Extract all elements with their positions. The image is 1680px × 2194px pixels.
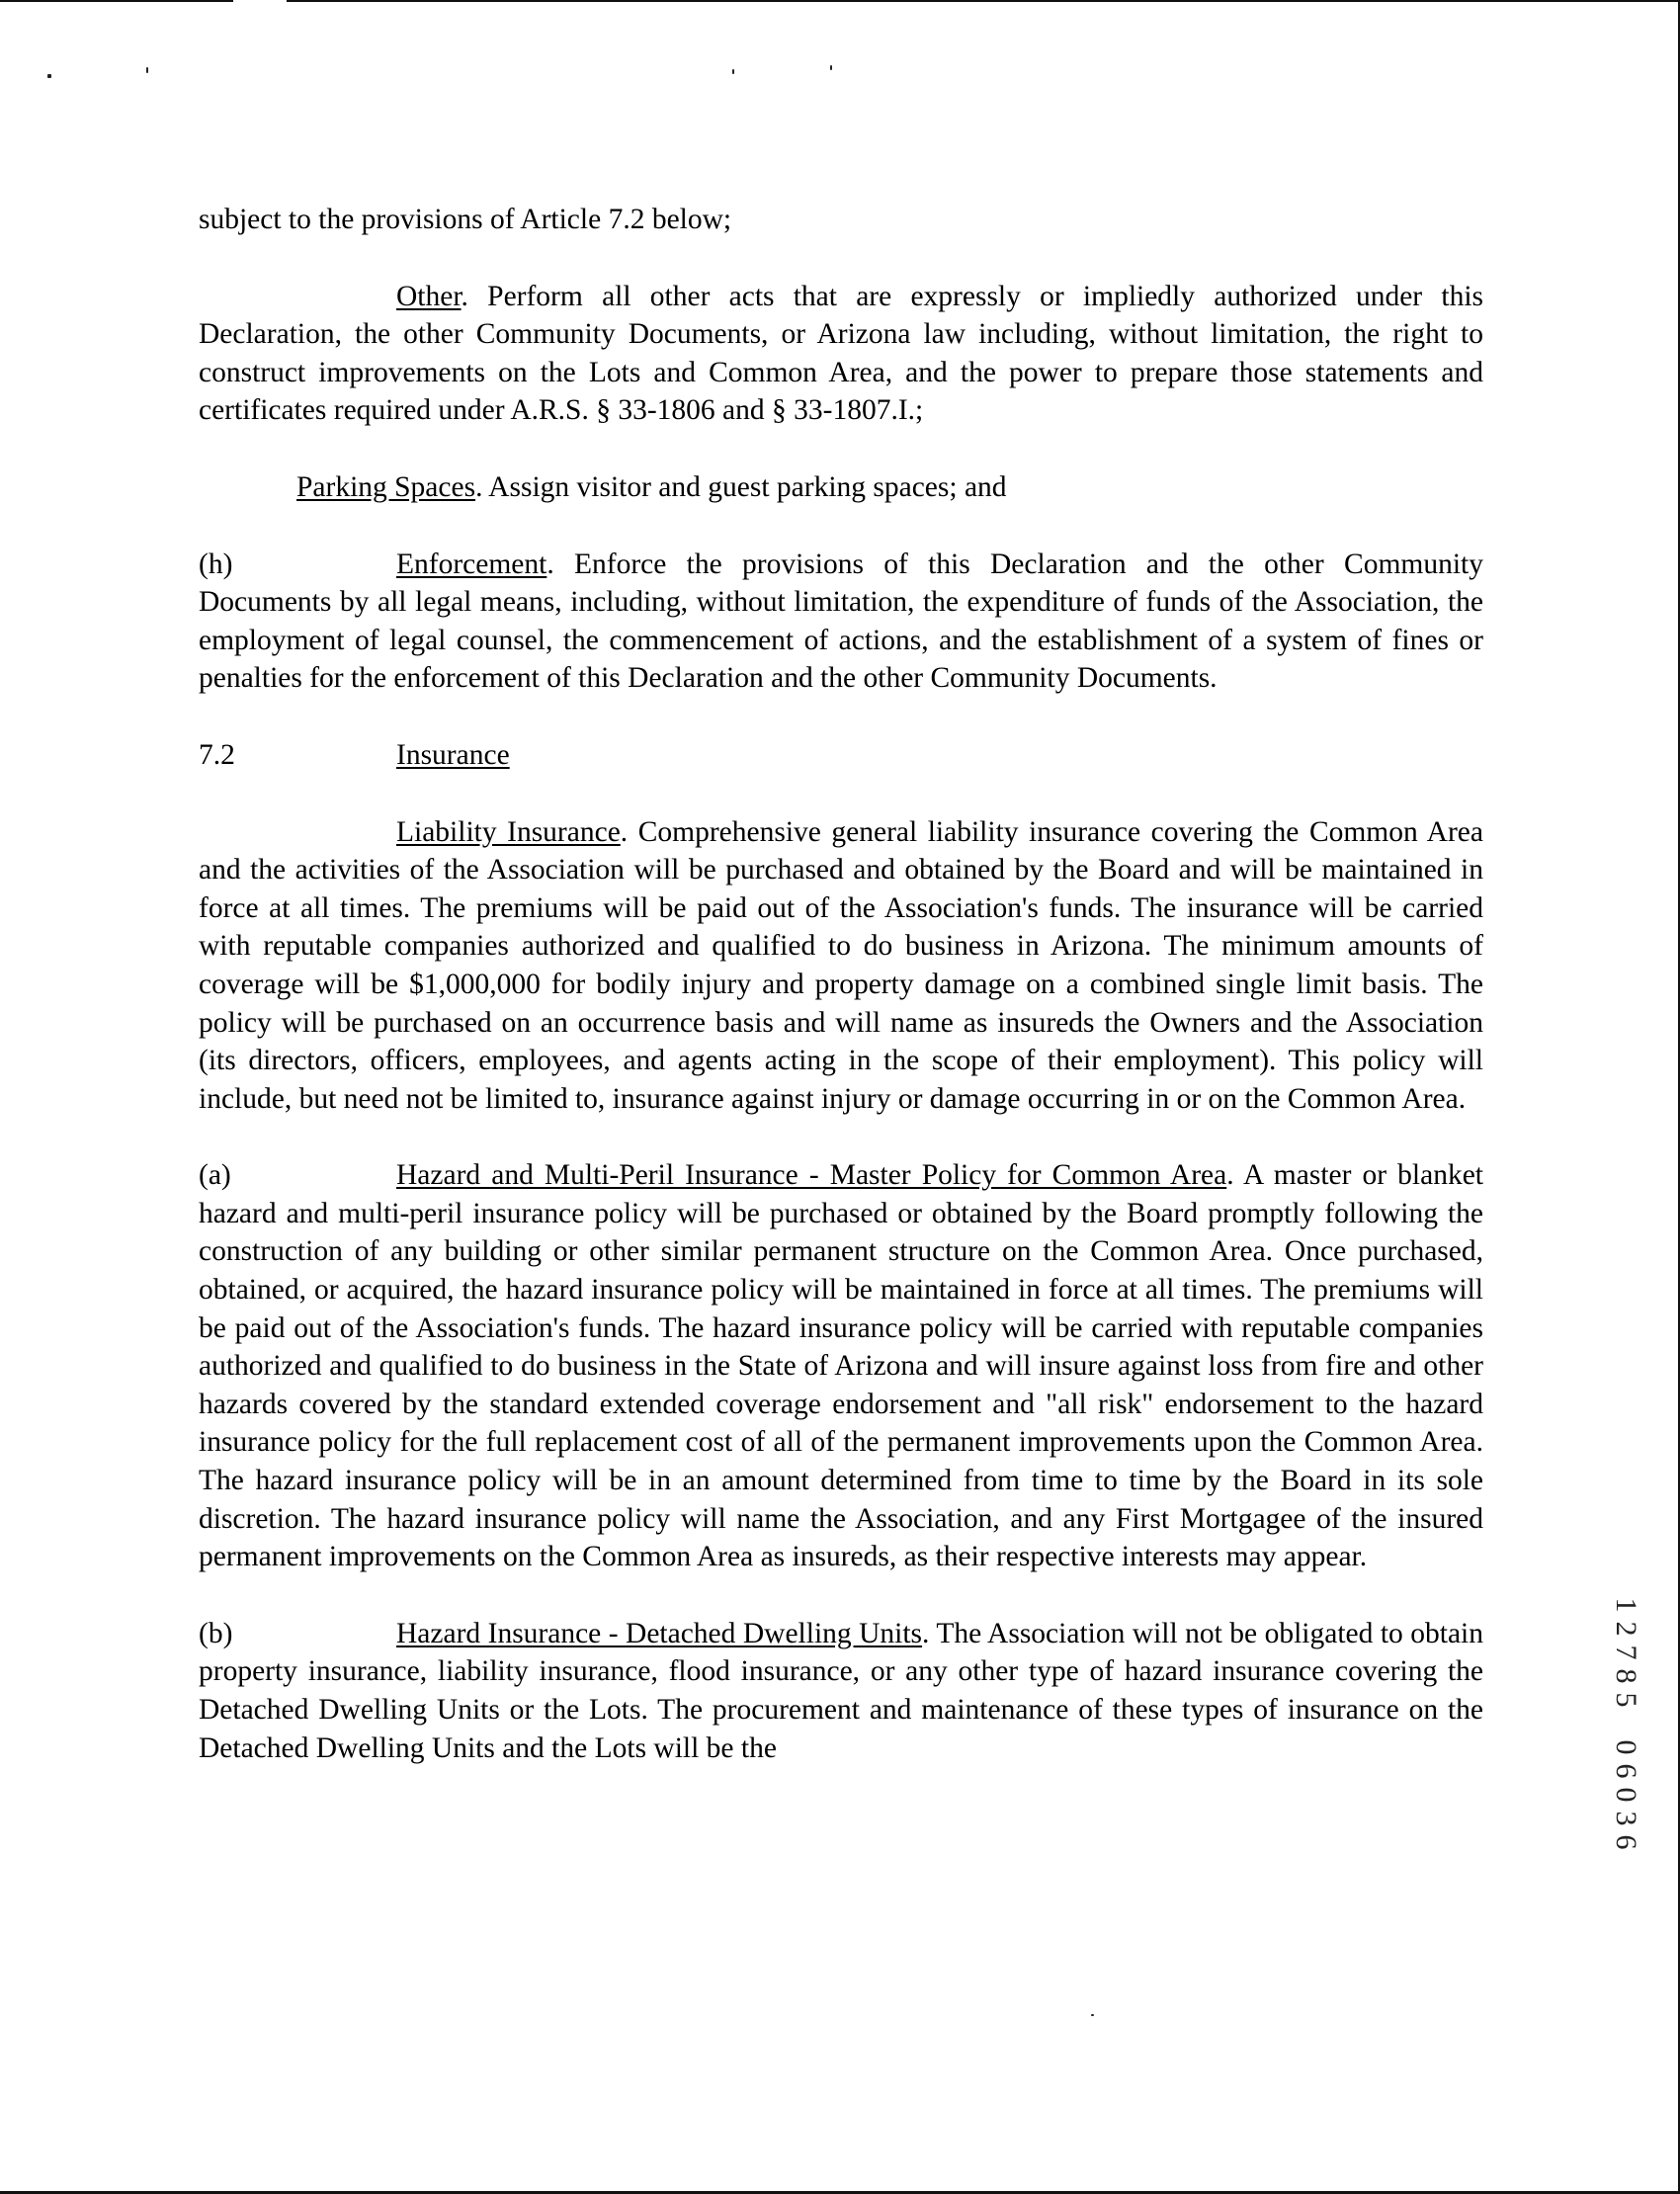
scan-speck [1091, 2014, 1094, 2016]
enforcement-text: . Enforce the provisions of this Declaration and the other Community Documents by all legal means, including, without limitation, the expenditure of funds of the Association, the employment of legal counsel, the commencement of actions, and the establishment of a system of fines or penalties for the enforcement of this Declaration and the other Community Documents. [199, 548, 1483, 695]
stamp-digit: 5 [1610, 1692, 1642, 1708]
scan-speck [47, 74, 51, 78]
stamp-digit: 6 [1610, 1763, 1642, 1779]
stamp-digit: 3 [1610, 1811, 1642, 1826]
stamp-digit: 7 [1610, 1645, 1642, 1660]
paragraph-hazard-b [199, 1615, 1483, 1767]
paragraph-hazard-a [199, 1156, 1483, 1576]
hazard-b-text: . The Association will not be obligated to obtain property insurance, liability insurance, flood insurance, or any other type of hazard insurance covering the Detached Dwelling Units or the Lots. The procurement and maintenance of these types of insurance on the Detached Dwelling Units and the Lots will be the [199, 1617, 1483, 1764]
recording-stamp [1611, 1593, 1640, 1854]
stamp-digit: 6 [1610, 1834, 1642, 1850]
hazard-b-heading: Hazard Insurance - Detached Dwelling Units [396, 1617, 923, 1649]
stamp-digit: 0 [1610, 1739, 1642, 1755]
hazard-a-heading: Hazard and Multi-Peril Insurance - Master Policy for Common Area [396, 1159, 1227, 1192]
section-heading [199, 736, 1483, 775]
stamp-digit: 0 [1610, 1787, 1642, 1803]
scan-speck [830, 65, 832, 70]
section-title: Insurance [396, 738, 510, 771]
section-number: 7.2 [199, 738, 235, 771]
intro-text: subject to the provisions of Article 7.2 below; [199, 204, 732, 235]
hazard-a-text: . A master or blanket hazard and multi-peril insurance policy will be purchased or obtained by the Board promptly following the construction of any building or other similar permanent structure on the Common Area. Once purchased, obtained, or acquired, the hazard insurance policy will be maintained in force at all times. The premiums will be paid out of the Association's funds. The hazard insurance policy will be carried with reputable companies authorized and qualified to do business in the State of Arizona and will insure against loss from fire and other hazards covered by the standard extended coverage endorsement and "all risk" endorsement to the hazard insurance policy for the full replacement cost of all of the permanent improvements upon the Common Area. The hazard insurance policy will be in an amount determined from time to time by the Board in its sole discretion. The hazard insurance policy will name the Association, and any First Mortgagee of the insured permanent improvements on the Common Area as insureds, as their respective interests may appear. [199, 1159, 1483, 1573]
scan-speck [146, 67, 148, 73]
paragraph-liability [199, 813, 1483, 1119]
other-heading: Other [396, 280, 462, 312]
scan-notch [233, 0, 287, 2]
scan-speck [732, 69, 734, 74]
enforcement-label: (h) [199, 548, 233, 580]
hazard-b-label: (b) [199, 1617, 233, 1649]
document-body [199, 201, 1483, 1767]
paragraph-enforcement [199, 546, 1483, 698]
paragraph-other [199, 278, 1483, 430]
parking-heading: Parking Spaces [296, 470, 476, 503]
hazard-a-label: (a) [199, 1159, 231, 1192]
paragraph-parking [199, 468, 1483, 507]
liability-heading: Liability Insurance [396, 815, 621, 848]
stamp-digit: 1 [1610, 1597, 1642, 1613]
stamp-digit: 2 [1610, 1621, 1642, 1637]
enforcement-heading: Enforcement [396, 548, 547, 580]
intro-line [199, 201, 1483, 239]
other-text: . Perform all other acts that are expressly or impliedly authorized under this Declaration, the other Community Documents, or Arizona law including, without limitation, the right to construct improvements on the Lots and Common Area, and the power to prepare those statements and certificates required under A.R.S. § 33-1806 and § 33-1807.I.; [199, 280, 1483, 427]
stamp-digit: 8 [1610, 1668, 1642, 1684]
liability-text: . Comprehensive general liability insurance covering the Common Area and the activities of the Association will be purchased and obtained by the Board and will be maintained in force at all times. The premiums will be paid out of the Association's funds. The insurance will be carried with reputable companies authorized and qualified to do business in Arizona. The minimum amounts of coverage will be $1,000,000 for bodily injury and property damage on a combined single limit basis. The policy will be purchased on an occurrence basis and will name as insureds the Owners and the Association (its directors, officers, employees, and agents acting in the scope of their employment). This policy will include, but need not be limited to, insurance against injury or damage occurring in or on the Common Area. [199, 815, 1483, 1115]
parking-text: . Assign visitor and guest parking spaces; and [475, 470, 1007, 503]
